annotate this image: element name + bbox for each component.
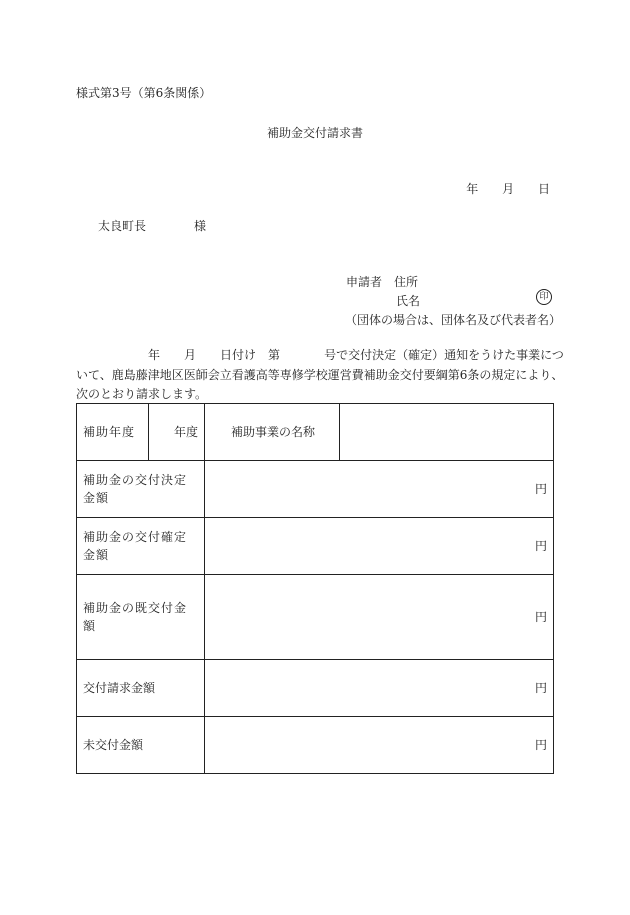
applicant-address-line: [346, 273, 418, 290]
body-text: [76, 346, 564, 405]
body-line-1: [76, 346, 564, 366]
document-title: 補助金交付請求書: [266, 126, 363, 140]
claim-table: [76, 403, 554, 774]
date-year: 年: [466, 182, 479, 196]
form-number: 様式第3号（第6条関係）: [76, 86, 212, 100]
date-line: [446, 180, 550, 197]
table-row: [77, 717, 554, 774]
row-label: 未交付金額: [77, 717, 205, 774]
body-number-prefix: 第: [268, 348, 281, 362]
applicant-note: （団体の場合は、団体名及び代表者名）: [345, 313, 562, 327]
body-month: 月: [184, 348, 197, 362]
body-line-3: 次のとおり請求します。: [76, 387, 208, 401]
date-month: 月: [502, 182, 515, 196]
fiscal-year-unit: 年度: [149, 404, 205, 461]
addressee-honorific: 様: [194, 219, 207, 233]
row-amount[interactable]: 円: [205, 717, 554, 774]
project-name-label: 補助事業の名称: [205, 404, 340, 461]
addressee: [98, 217, 206, 234]
applicant-name-label: 氏名: [396, 294, 421, 308]
seal-mark: 印: [536, 289, 552, 305]
table-row: [77, 518, 554, 575]
date-day: 日: [537, 182, 550, 196]
table-row: [77, 461, 554, 518]
table-row-header: [77, 404, 554, 461]
row-amount[interactable]: 円: [205, 660, 554, 717]
fiscal-year-label: 補助年度: [77, 404, 149, 461]
table-row: [77, 575, 554, 660]
row-label: 補助金の既交付金額: [77, 575, 205, 660]
body-line1-rest: 号で交付決定（確定）通知をうけた事業につ: [324, 348, 564, 362]
addressee-name: 太良町長: [98, 219, 147, 233]
address-label: 住所: [394, 275, 419, 289]
row-label: 補助金の交付決定金額: [77, 461, 205, 518]
row-label: 交付請求金額: [77, 660, 205, 717]
row-amount[interactable]: 円: [205, 461, 554, 518]
body-dated: 日付け: [220, 348, 257, 362]
table-row: [77, 660, 554, 717]
row-amount[interactable]: 円: [205, 575, 554, 660]
body-year: 年: [148, 348, 161, 362]
row-amount[interactable]: 円: [205, 518, 554, 575]
body-line-2: いて、鹿島藤津地区医師会立看護高等専修学校運営費補助金交付要綱第6条の規定により、: [76, 367, 564, 382]
applicant-label: 申請者: [346, 275, 383, 289]
project-name-value[interactable]: [340, 404, 554, 461]
row-label: 補助金の交付確定金額: [77, 518, 205, 575]
